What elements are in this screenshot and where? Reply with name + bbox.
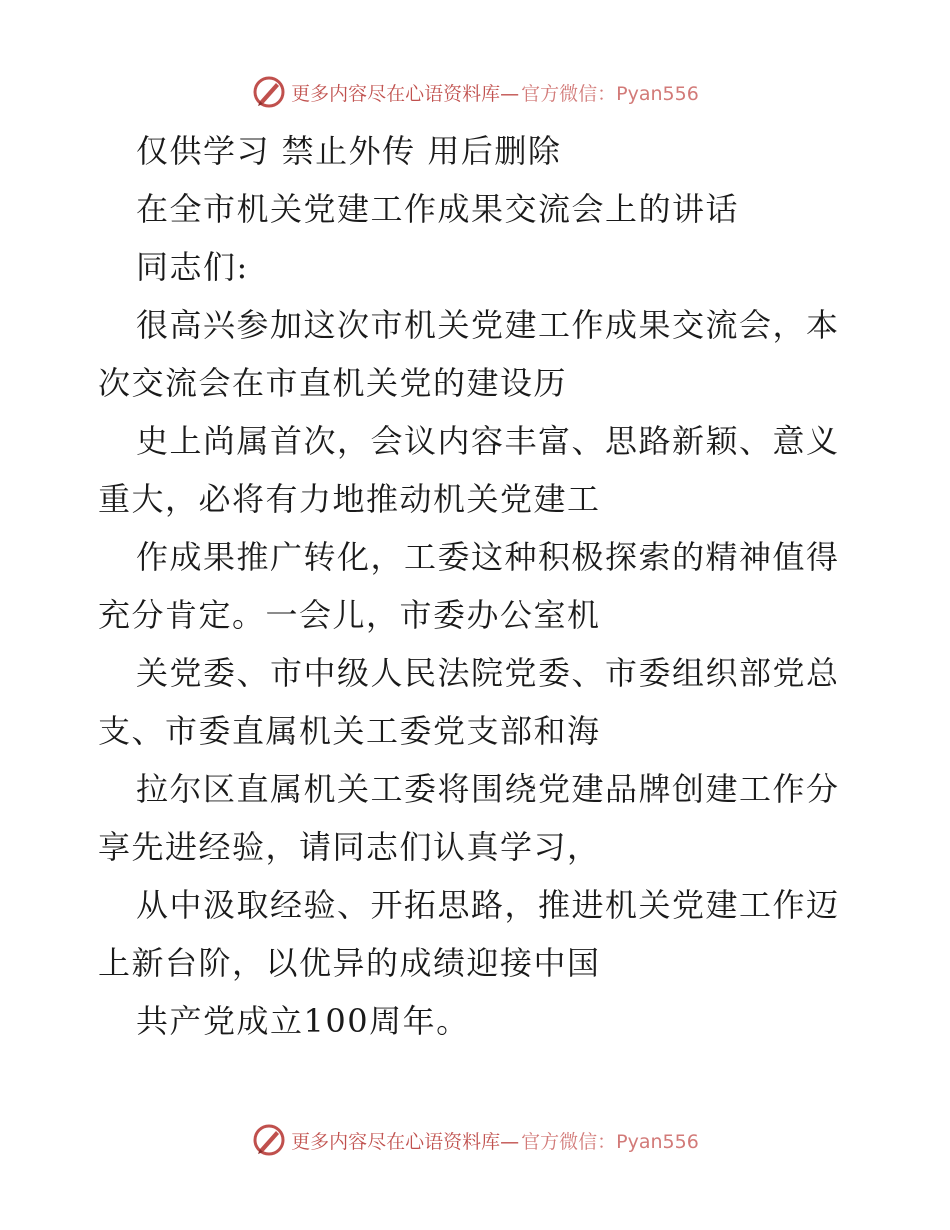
pen-logo-icon bbox=[251, 74, 287, 110]
document-line: 在全市机关党建工作成果交流会上的讲话 bbox=[136, 190, 740, 228]
document-line: 拉尔区直属机关工委将围绕党建品牌创建工作分 bbox=[136, 770, 840, 808]
document-line: 共产党成立100周年。 bbox=[136, 1002, 470, 1040]
banner-wechat: 官方微信：Pyan556 bbox=[521, 82, 699, 105]
document-line: 关党委、市中级人民法院党委、市委组织部党总 bbox=[136, 654, 840, 692]
document-line: 充分肯定。一会儿，市委办公室机 bbox=[98, 596, 601, 634]
header-watermark-banner bbox=[0, 72, 950, 112]
document-line: 上新台阶，以优异的成绩迎接中国 bbox=[98, 944, 601, 982]
pen-logo-icon bbox=[251, 1122, 287, 1158]
document-line: 同志们: bbox=[136, 248, 249, 286]
document-line: 重大，必将有力地推动机关党建工 bbox=[98, 480, 601, 518]
footer-watermark-banner bbox=[0, 1120, 950, 1160]
document-line: 从中汲取经验、开拓思路，推进机关党建工作迈 bbox=[136, 886, 840, 924]
banner-text: 更多内容尽在心语资料库— bbox=[291, 82, 520, 105]
document-line: 仅供学习 禁止外传 用后删除 bbox=[136, 132, 562, 170]
document-line: 作成果推广转化，工委这种积极探索的精神值得 bbox=[136, 538, 840, 576]
document-line: 支、市委直属机关工委党支部和海 bbox=[98, 712, 601, 750]
document-line: 史上尚属首次，会议内容丰富、思路新颖、意义 bbox=[136, 422, 840, 460]
document-line: 次交流会在市直机关党的建设历 bbox=[98, 364, 568, 402]
document-line: 享先进经验，请同志们认真学习， bbox=[98, 828, 601, 866]
document-line: 很高兴参加这次市机关党建工作成果交流会，本 bbox=[136, 306, 840, 344]
document-body bbox=[98, 122, 858, 1050]
banner-wechat: 官方微信：Pyan556 bbox=[521, 1130, 699, 1153]
banner-text: 更多内容尽在心语资料库— bbox=[291, 1130, 520, 1153]
